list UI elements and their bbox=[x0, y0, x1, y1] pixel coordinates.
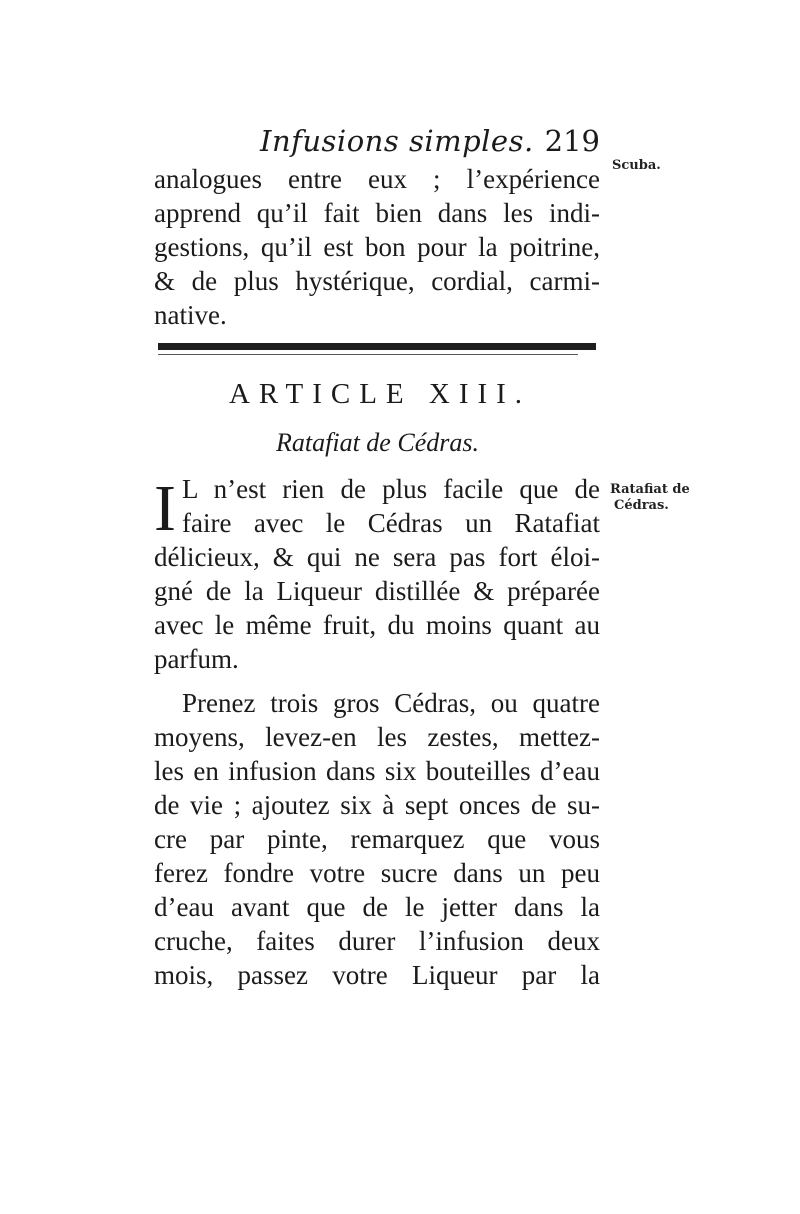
text-line: cre par pinte, remarquez que vous bbox=[154, 824, 600, 854]
text-line: ferez fondre votre sucre dans un peu bbox=[154, 858, 600, 888]
text-line: cruche, faites durer l’infusion deux bbox=[154, 926, 600, 956]
text-line: native. bbox=[154, 300, 227, 330]
divider-thin-rule bbox=[158, 354, 578, 355]
text-line: avec le même fruit, du moins quant au bbox=[154, 610, 600, 640]
margin-note-line: Cédras. bbox=[614, 498, 669, 513]
margin-note-scuba: Scuba. bbox=[612, 158, 661, 173]
section-divider bbox=[158, 343, 596, 355]
text-line: apprend qu’il fait bien dans les indi- bbox=[154, 198, 600, 228]
margin-note-ratafiat bbox=[610, 482, 710, 514]
top-paragraph bbox=[154, 162, 600, 332]
text-line: de vie ; ajoutez six à sept onces de su- bbox=[154, 790, 600, 820]
text-line: parfum. bbox=[154, 644, 239, 674]
running-head bbox=[155, 124, 600, 164]
running-title: Infusions simples. bbox=[260, 124, 534, 158]
text-line: L n’est rien de plus facile que de bbox=[182, 474, 600, 504]
text-line: Prenez trois gros Cédras, ou quatre bbox=[182, 688, 600, 718]
text-line: d’eau avant que de le jetter dans la bbox=[154, 892, 600, 922]
text-line: gestions, qu’il est bon pour la poitrine, bbox=[154, 232, 600, 262]
text-line: délicieux, & qui ne sera pas fort éloi- bbox=[154, 542, 600, 572]
article-subtitle: Ratafiat de Cédras. bbox=[276, 428, 479, 457]
page-number: 219 bbox=[544, 124, 600, 158]
drop-cap: I bbox=[154, 472, 176, 545]
text-line: mois, passez votre Liqueur par la bbox=[154, 960, 600, 990]
text-line: les en infusion dans six bouteilles d’eau bbox=[154, 756, 600, 786]
paragraph-1 bbox=[154, 472, 600, 676]
article-heading: ARTICLE XIII. bbox=[228, 378, 532, 410]
text-line: faire avec le Cédras un Ratafiat bbox=[182, 508, 600, 538]
text-line: analogues entre eux ; l’expérience bbox=[154, 164, 600, 194]
text-line: & de plus hystérique, cordial, carmi- bbox=[154, 266, 600, 296]
paragraph-2 bbox=[154, 686, 600, 992]
margin-note-line: Ratafiat de bbox=[610, 482, 690, 497]
text-line: moyens, levez-en les zestes, mettez- bbox=[154, 722, 600, 752]
divider-thick-rule bbox=[158, 343, 596, 350]
text-line: gné de la Liqueur distillée & préparée bbox=[154, 576, 600, 606]
